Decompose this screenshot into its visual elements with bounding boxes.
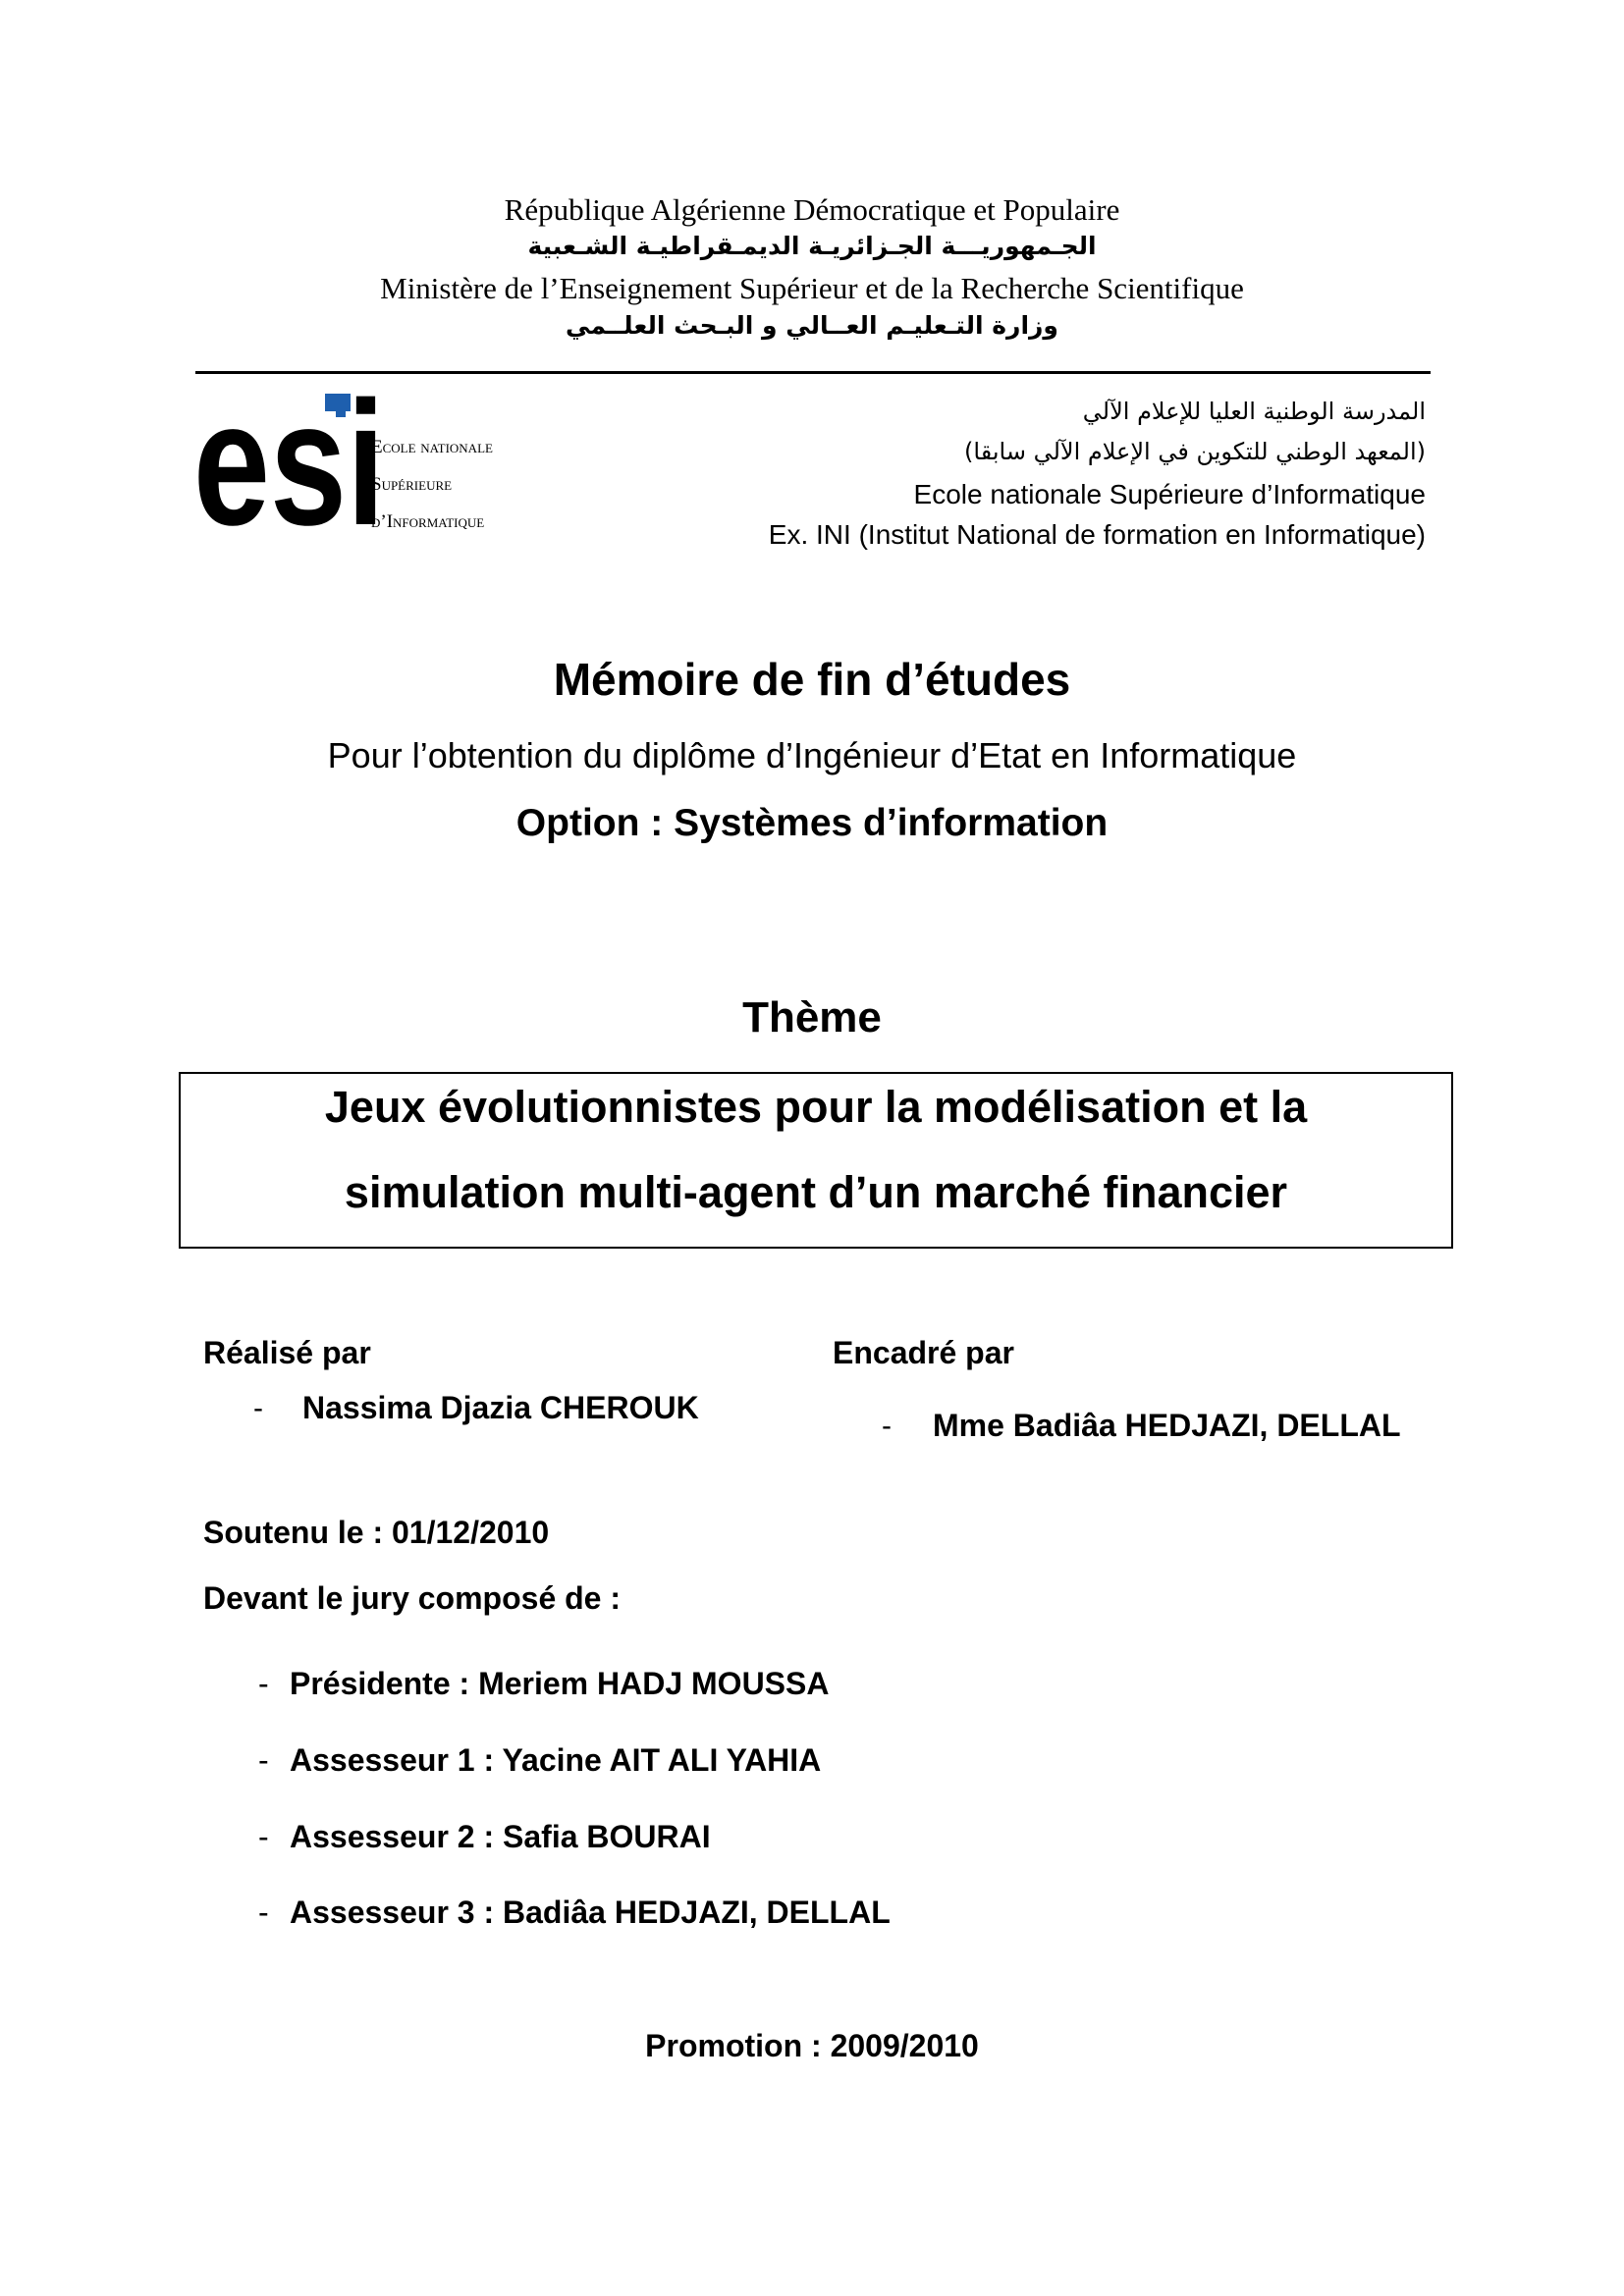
jury-intro: Devant le jury composé de : [203, 1580, 622, 1616]
esi-logo-letters: esi [192, 365, 386, 563]
esi-logo [192, 365, 560, 563]
theme-line-1: Jeux évolutionnistes pour la modélisation et la [324, 1082, 1308, 1132]
diploma-line: Pour l’obtention du diplôme d’Ingénieur d’Etat en Informatique [327, 735, 1297, 775]
jury-dash-3: - [258, 1819, 269, 1854]
esi-logo-text [371, 429, 493, 541]
esi-logo-line3: d’Informatique [371, 511, 485, 532]
jury-dash-2: - [258, 1742, 269, 1778]
theme-box [179, 1072, 1453, 1249]
jury-dash-4: - [258, 1895, 269, 1930]
jury-dash-1: - [258, 1666, 269, 1701]
ministry-fr: Ministère de l’Enseignement Supérieur et de la Recherche Scientifique [380, 271, 1244, 305]
republic-fr: République Algérienne Démocratique et Populaire [504, 192, 1120, 227]
school-former-ar: (المعهد الوطني للتكوين في الإعلام الآلي سابقا) [964, 438, 1426, 465]
school-former-fr: Ex. INI (Institut National de formation en Informatique) [768, 519, 1426, 550]
option-line: Option : Systèmes d’information [515, 802, 1109, 844]
thesis-title: Mémoire de fin d’études [553, 654, 1071, 705]
realise-label: Réalisé par [203, 1335, 371, 1370]
theme-line-2: simulation multi-agent d’un marché financier [344, 1167, 1288, 1217]
supervisor-name: Mme Badiâa HEDJAZI, DELLAL [933, 1408, 1401, 1443]
encadre-label: Encadré par [833, 1335, 1014, 1370]
school-name-ar: المدرسة الوطنية العليا للإعلام الآلي [1082, 398, 1426, 425]
promotion: Promotion : 2009/2010 [645, 2028, 979, 2063]
jury-member-3: Assesseur 2 : Safia BOURAI [290, 1819, 711, 1854]
jury-member-4: Assesseur 3 : Badiâa HEDJAZI, DELLAL [290, 1895, 891, 1930]
jury-member-2: Assesseur 1 : Yacine AIT ALI YAHIA [290, 1742, 822, 1778]
student-name: Nassima Djazia CHEROUK [302, 1390, 699, 1425]
republic-ar: الجـمهوريـــة الجـزائريـة الديمـقراطيـة الشـعبية [527, 232, 1097, 260]
esi-logo-line2: Supérieure [371, 474, 453, 495]
esi-logo-mark [192, 365, 386, 563]
supervisor-dash: - [882, 1410, 892, 1442]
student-dash: - [253, 1392, 263, 1424]
jury-member-1: Présidente : Meriem HADJ MOUSSA [290, 1666, 830, 1701]
school-name-fr: Ecole nationale Supérieure d’Informatique [913, 479, 1426, 509]
ministry-ar: وزارة التـعليـم العــالي و البـحث العلــمي [566, 311, 1058, 340]
theme-label: Thème [742, 993, 882, 1041]
esi-logo-line1: Ecole nationale [371, 437, 493, 457]
defense-date: Soutenu le : 01/12/2010 [203, 1515, 550, 1550]
